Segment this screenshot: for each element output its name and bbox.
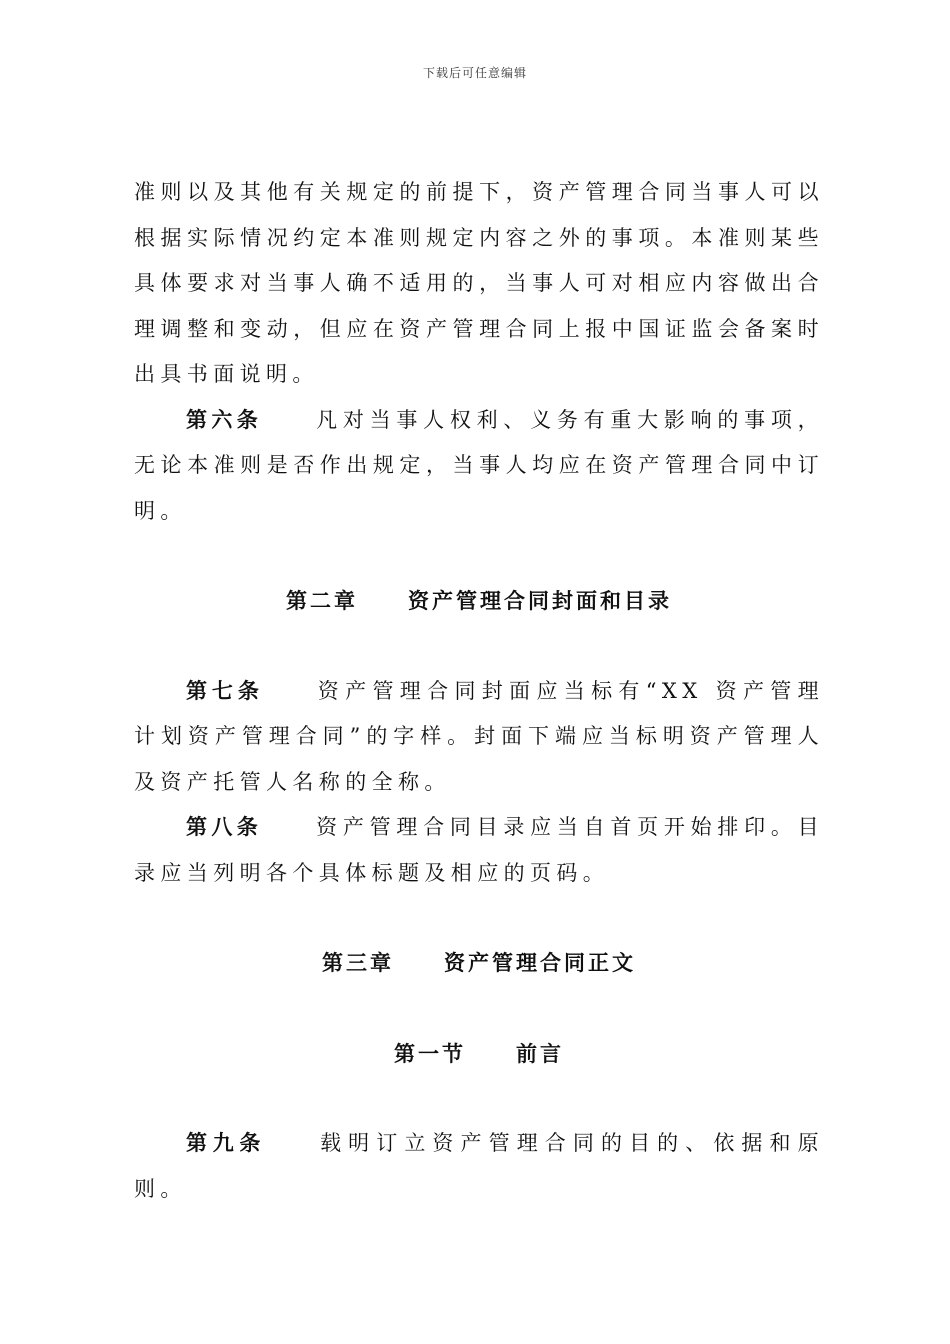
chapter-3-heading	[134, 941, 824, 987]
article-8-text: 资产管理合同目录应当自首页开始排印。目录应当列明各个具体标题及相应的页码。	[134, 815, 824, 885]
chapter-2-title: 资产管理合同封面和目录	[408, 589, 672, 613]
section-1-number: 第一节	[394, 1041, 466, 1066]
document-body	[134, 170, 824, 1212]
article-6-title: 第六条	[186, 407, 263, 432]
section-1-heading	[134, 1032, 824, 1078]
article-9-title: 第九条	[186, 1131, 267, 1155]
article-7	[134, 669, 824, 806]
chapter-2-heading	[134, 579, 824, 625]
page-header-watermark: 下载后可任意编辑	[422, 66, 527, 80]
article-8-title: 第八条	[186, 815, 263, 839]
article-6	[134, 398, 824, 535]
article-9	[134, 1121, 824, 1212]
section-1-title: 前言	[516, 1041, 564, 1066]
paragraph-continued: 准则以及其他有关规定的前提下，资产管理合同当事人可以根据实际情况约定本准则规定内容之外的事项。本准则某些具体要求对当事人确不适用的，当事人可对相应内容做出合理调整和变动，但应在资产管理合同上报中国证监会备案时出具书面说明。	[134, 180, 824, 386]
article-8	[134, 805, 824, 896]
chapter-2-number: 第二章	[286, 589, 358, 613]
article-7-title: 第七条	[186, 678, 264, 703]
article-6-text: 凡对当事人权利、义务有重大影响的事项，无论本准则是否作出规定，当事人均应在资产管理合同中订明。	[134, 407, 824, 523]
article-9-text: 载明订立资产管理合同的目的、依据和原则。	[134, 1131, 825, 1201]
article-7-text: 资产管理合同封面应当标有“XX 资产管理计划资产管理合同”的字样。封面下端应当标明资产管理人及资产托管人名称的全称。	[134, 678, 825, 794]
chapter-3-title: 资产管理合同正文	[444, 951, 636, 975]
chapter-3-number: 第三章	[322, 951, 394, 975]
